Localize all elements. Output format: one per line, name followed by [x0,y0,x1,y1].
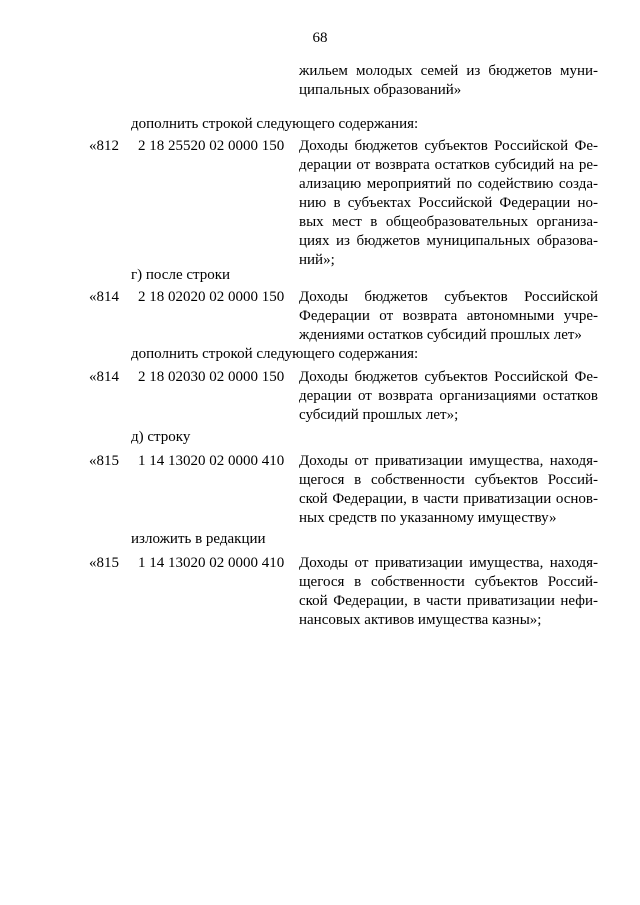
row-description [299,137,598,270]
text-line: циях из бюджетов муниципальных образова- [299,233,598,249]
text-line: ципальных образований» [299,82,462,98]
text-line: нансовых активов имущества казны»; [299,612,542,628]
budget-code: 2 18 02020 02 0000 150 [138,289,285,305]
text-line: Доходы бюджетов субъектов Российской Фе- [299,369,598,385]
text-line: ской Федерации, в части приватизации нефи- [299,593,598,609]
text-line: вых мест в общеобразовательных организа- [299,214,598,230]
page-number: 68 [312,30,328,46]
row-description [299,554,598,630]
instruction-text: д) строку [131,429,191,445]
text-line: щегося в собственности субъектов Россий- [299,574,598,590]
instruction-text: г) после строки [131,267,231,283]
text-line: Федерации от возврата автономными учре- [299,308,598,324]
text-line: нию в субъектах Российской Федерации но- [299,195,598,211]
text-line: дерации от возврата организациями остатков [299,388,598,404]
instruction-text: дополнить строкой следующего содержания: [131,346,419,362]
row-quote: «815 [89,555,119,571]
budget-code: 1 14 13020 02 0000 410 [138,555,285,571]
row-description [299,368,598,425]
text-line: Доходы бюджетов субъектов Российской Фе- [299,138,598,154]
text-line: ализацию мероприятий по содействию созда- [299,176,598,192]
row-description [299,288,598,345]
text-line: Доходы от приватизации имущества, находя- [299,453,598,469]
continuation-text [299,62,598,100]
text-line: ний»; [299,252,335,268]
budget-code: 2 18 25520 02 0000 150 [138,138,285,154]
row-quote: «814 [89,369,119,385]
row-description [299,452,598,528]
text-line: жильем молодых семей из бюджетов муни- [299,63,598,79]
text-line: Доходы от приватизации имущества, находя- [299,555,598,571]
instruction-text: изложить в редакции [131,531,266,547]
text-line: ской Федерации, в части приватизации основ- [299,491,598,507]
text-line: щегося в собственности субъектов Россий- [299,472,598,488]
text-line: субсидий прошлых лет»; [299,407,459,423]
row-quote: «815 [89,453,119,469]
budget-code: 1 14 13020 02 0000 410 [138,453,285,469]
row-quote: «814 [89,289,119,305]
text-line: дерации от возврата остатков субсидий на ре- [299,157,598,173]
text-line: ных средств по указанному имуществу» [299,510,557,526]
text-line: Доходы бюджетов субъектов Российской [299,289,598,305]
instruction-text: дополнить строкой следующего содержания: [131,116,419,132]
row-quote: «812 [89,138,119,154]
text-line: ждениями остатков субсидий прошлых лет» [299,327,582,343]
budget-code: 2 18 02030 02 0000 150 [138,369,285,385]
